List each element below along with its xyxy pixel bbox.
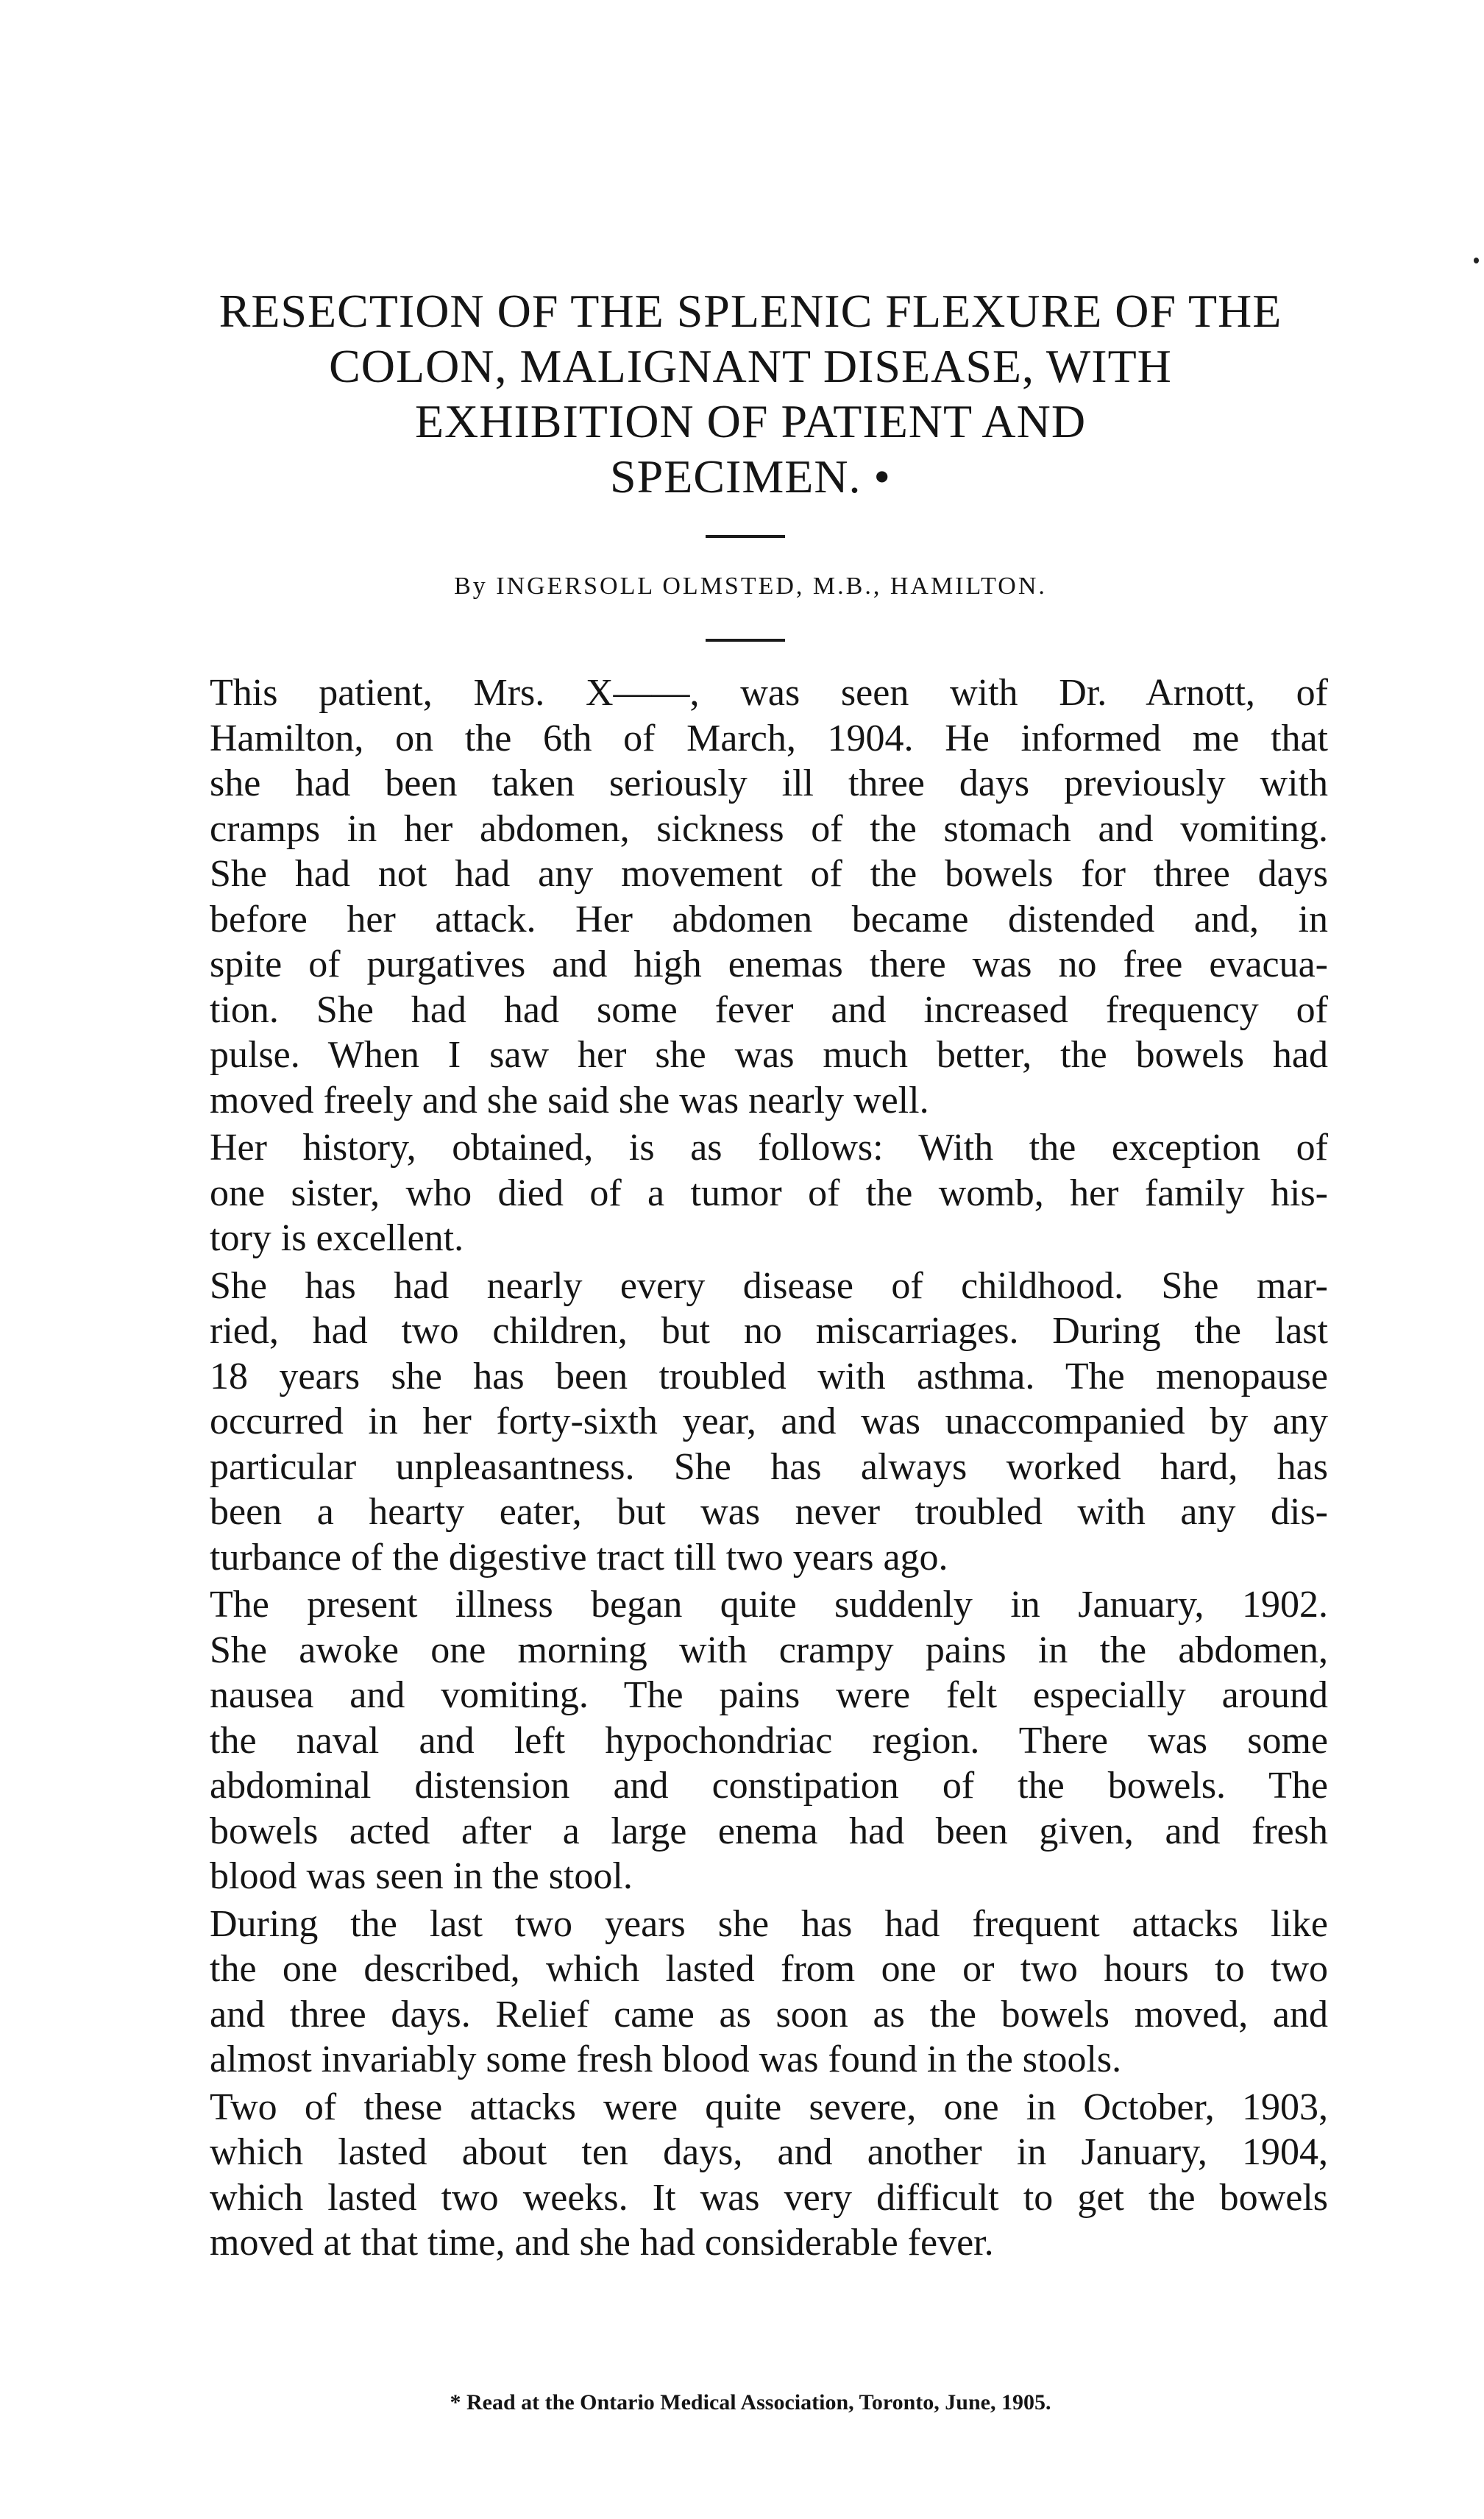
text-line: almost invariably some fresh blood was found in the stools. (210, 2038, 1122, 2080)
paragraph (166, 2085, 1328, 2266)
text-line: This patient, Mrs. X——, was seen with Dr. Arnott, of (210, 672, 1328, 714)
page-speck (1474, 258, 1479, 263)
paragraph (166, 1264, 1328, 1581)
text-line: which lasted about ten days, and another in January, 1904, (210, 2131, 1328, 2173)
footnote: * Read at the Ontario Medical Association, Toronto, June, 1905. (450, 2390, 1051, 2415)
text-line: moved freely and she said she was nearly well. (210, 1079, 929, 1122)
text-line: ried, had two children, but no miscarriages. During the last (210, 1310, 1328, 1352)
text-line: particular unpleasantness. She has always worked hard, has (210, 1445, 1328, 1488)
text-line: Her history, obtained, is as follows: With the exception of (210, 1127, 1328, 1169)
text-line: She awoke one morning with crampy pains in the abdomen, (210, 1629, 1328, 1671)
paragraph (166, 1125, 1328, 1261)
text-line: Two of these attacks were quite severe, one in October, 1903, (210, 2086, 1328, 2128)
text-line: the one described, which lasted from one or two hours to two (210, 1948, 1328, 1990)
article-title (169, 283, 1332, 504)
title-line: RESECTION OF THE SPLENIC FLEXURE OF THE (219, 285, 1282, 337)
text-line: and three days. Relief came as soon as the bowels moved, and (210, 1993, 1328, 2036)
divider-rule (706, 639, 785, 642)
paragraph (166, 1582, 1328, 1899)
text-line: 18 years she has been troubled with asthma. The menopause (210, 1355, 1328, 1397)
title-line: SPECIMEN. • (610, 450, 891, 503)
text-line: which lasted two weeks. It was very difficult to get the bowels (210, 2176, 1328, 2219)
text-line: moved at that time, and she had considerable fever. (210, 2222, 994, 2264)
author-byline: By INGERSOLL OLMSTED, M.B., HAMILTON. (454, 573, 1047, 600)
text-line: pulse. When I saw her she was much better, the bowels had (210, 1034, 1328, 1076)
title-line: COLON, MALIGNANT DISEASE, WITH (329, 340, 1172, 392)
text-line: The present illness began quite suddenly in January, 1902. (210, 1584, 1328, 1626)
text-line: before her attack. Her abdomen became distended and, in (210, 898, 1328, 940)
text-line: she had been taken seriously ill three days previously with (210, 762, 1328, 804)
text-line: one sister, who died of a tumor of the womb, her family his- (210, 1172, 1328, 1214)
text-line: the naval and left hypochondriac region. There was some (210, 1719, 1328, 1762)
text-line: During the last two years she has had frequent attacks like (210, 1902, 1328, 1945)
text-line: spite of purgatives and high enemas there was no free evacua- (210, 943, 1328, 985)
text-line: bowels acted after a large enema had been given, and fresh (210, 1810, 1328, 1852)
text-line: been a hearty eater, but was never troubled with any dis- (210, 1491, 1328, 1533)
text-line: cramps in her abdomen, sickness of the stomach and vomiting. (210, 807, 1328, 850)
text-line: abdominal distension and constipation of the bowels. The (210, 1765, 1328, 1807)
text-line: occurred in her forty-sixth year, and was unaccompanied by any (210, 1400, 1328, 1442)
text-line: Hamilton, on the 6th of March, 1904. He informed me that (210, 717, 1328, 759)
divider-rule (706, 535, 785, 538)
title-line: EXHIBITION OF PATIENT AND (414, 395, 1087, 447)
text-line: tion. She had had some fever and increased frequency of (210, 988, 1328, 1031)
article-body (166, 670, 1328, 2268)
text-line: tory is excellent. (210, 1217, 464, 1259)
text-line: She has had nearly every disease of childhood. She mar- (210, 1264, 1328, 1307)
text-line: She had not had any movement of the bowels for three days (210, 853, 1328, 895)
text-line: nausea and vomiting. The pains were felt especially around (210, 1674, 1328, 1716)
text-line: blood was seen in the stool. (210, 1855, 633, 1897)
text-line: turbance of the digestive tract till two years ago. (210, 1536, 948, 1579)
paragraph (166, 1902, 1328, 2083)
paragraph (166, 670, 1328, 1123)
